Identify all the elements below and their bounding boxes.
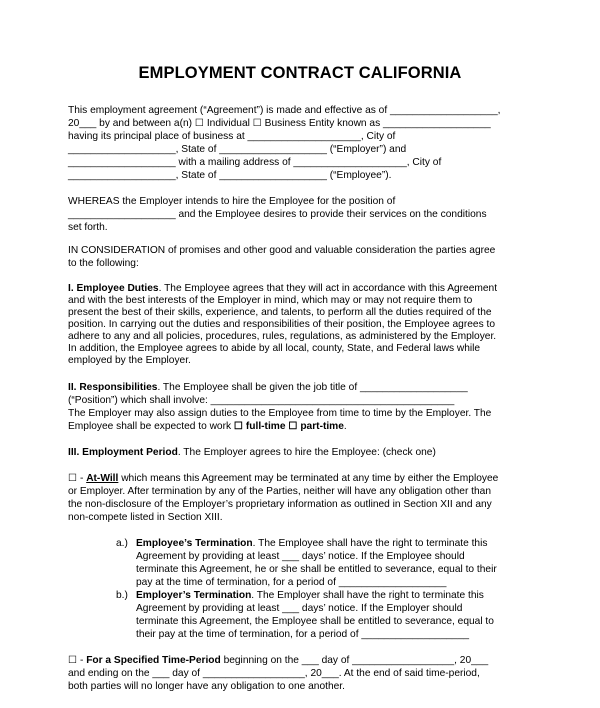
intro-line: This employment agreement (“Agreement”) is made and effective as of ___________________, — [68, 105, 501, 116]
duties-line: and with the best interests of the Employer in mind, which may or may not require them to — [68, 295, 473, 306]
specified-line: and ending on the ___ day of __________________, 20___. At the end of said time-period, — [68, 668, 480, 679]
duties-line: In addition, the Employee agrees to abide by all local, county, State, and Federal laws while — [68, 343, 481, 354]
termination-b-marker: b.) — [116, 590, 128, 601]
consideration-line: IN CONSIDERATION of promises and other good and valuable consideration the parties agree — [68, 245, 496, 256]
termination-a-line: pay at the time of termination, for a period of ___________________ — [136, 577, 447, 588]
responsibilities-line: II. Responsibilities. The Employee shall be given the job title of ___________________ — [68, 382, 468, 393]
termination-b-heading: Employer’s Termination — [136, 590, 252, 601]
specified-heading: For a Specified Time-Period — [86, 655, 221, 666]
part-time-checkbox[interactable]: ☐ part-time — [288, 421, 344, 432]
at-will-heading: At-Will — [86, 473, 119, 484]
specified-line: ☐ - For a Specified Time-Period beginning on the ___ day of __________________, 20___ — [68, 655, 489, 666]
whereas-line: set forth. — [68, 222, 108, 233]
at-will-line: non-compete listed in Section XIII. — [68, 512, 223, 523]
termination-a-heading: Employee’s Termination — [136, 538, 253, 549]
document-title: EMPLOYMENT CONTRACT CALIFORNIA — [138, 64, 462, 82]
period-heading: III. Employment Period — [68, 447, 178, 458]
responsibilities-heading: II. Responsibilities — [68, 382, 158, 393]
intro-line: ___________________, State of ___________________ (“Employer”) and — [68, 144, 407, 155]
intro-line: 20___ by and between a(n) ☐ Individual ☐ Business Entity known as ___________________ — [68, 118, 491, 129]
intro-line: ___________________, State of ___________________ (“Employee”). — [68, 170, 392, 181]
termination-a-line: Employee’s Termination. The Employee shall have the right to terminate this — [136, 538, 488, 549]
whereas-line: ___________________ and the Employee desires to provide their services on the conditions — [68, 209, 487, 220]
at-will-line: or Employer. After termination by any of the Parties, neither will have any obligation other than — [68, 486, 492, 497]
termination-b-line: terminate this Agreement, the Employee shall be entitled to severance, equal to — [136, 616, 494, 627]
responsibilities-line: The Employer may also assign duties to the Employee from time to time by the Employer. The — [68, 408, 492, 419]
intro-line: ___________________ with a mailing address of ____________________, City of — [68, 157, 442, 168]
duties-line: employed by the Employer. — [68, 355, 191, 366]
full-time-checkbox[interactable]: ☐ full-time — [233, 421, 286, 432]
duties-line: present the best of their skills, experience, and talents, to perform all the duties required of the — [68, 307, 492, 318]
period-line: III. Employment Period. The Employer agrees to hire the Employee: (check one) — [68, 447, 436, 458]
termination-b-line: Employer’s Termination. The Employer shall have the right to terminate this — [136, 590, 484, 601]
intro-line: having its principal place of business at ____________________, City of — [68, 131, 396, 142]
duties-heading: I. Employee Duties — [68, 283, 159, 294]
responsibilities-line: Employee shall be expected to work ☐ full-time ☐ part-time. — [68, 421, 347, 432]
termination-b-line: Agreement by providing at least ___ days’ notice. If the Employer should — [136, 603, 463, 614]
duties-line: I. Employee Duties. The Employee agrees that they will act in accordance with this Agreement — [68, 283, 498, 294]
at-will-line: the non-disclosure of the Employer’s proprietary information as outlined in Section XII and any — [68, 499, 492, 510]
duties-line: adhere to any and all policies, procedures, rules, regulations, as administered by the Employer. — [68, 331, 497, 342]
at-will-checkbox[interactable]: ☐ - — [68, 473, 87, 484]
specified-checkbox[interactable]: ☐ - — [68, 655, 87, 666]
responsibilities-line: (“Position”) which shall involve: ___________________________________________ — [68, 395, 455, 406]
specified-line: both parties will no longer have any obligation to one another. — [68, 681, 345, 692]
consideration-line: to the following: — [68, 258, 139, 269]
termination-a-line: Agreement by providing at least ___ days’ notice. If the Employee should — [136, 551, 465, 562]
termination-b-line: their pay at the time of termination, for a period of ___________________ — [136, 629, 470, 640]
termination-a-marker: a.) — [116, 538, 128, 549]
termination-a-line: terminate this Agreement, he or she shall be entitled to severance, equal to their — [136, 564, 497, 575]
whereas-line: WHEREAS the Employer intends to hire the Employee for the position of — [68, 196, 396, 207]
at-will-line: ☐ - At-Will which means this Agreement may be terminated at any time by either the Employee — [68, 473, 499, 484]
duties-line: position. In carrying out the duties and responsibilities of their position, the Employee agrees to — [68, 319, 495, 330]
